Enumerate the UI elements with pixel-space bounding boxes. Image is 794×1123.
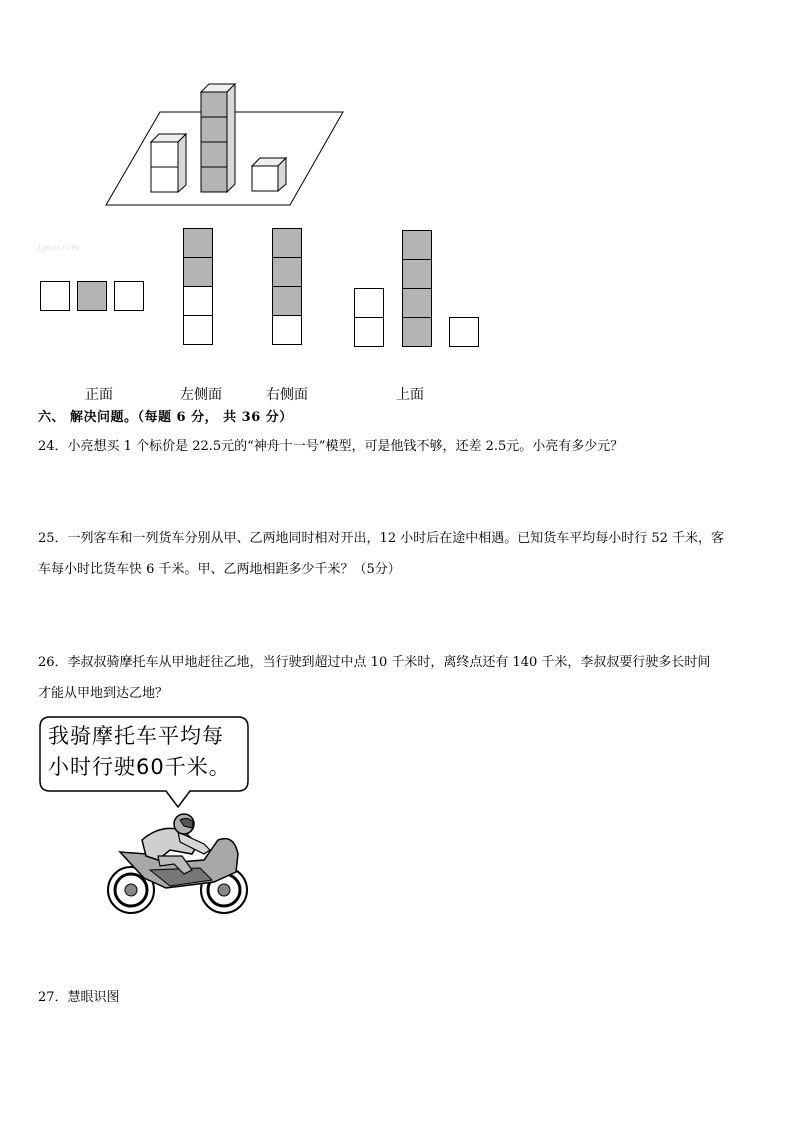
motorcycle-rider-illustration	[100, 810, 255, 920]
speech-bubble-line1: 我骑摩托车平均每	[48, 724, 224, 748]
speech-bubble-line2: 小时行驶60千米。	[48, 755, 231, 779]
section-six-title: 六、 解决问题。（每题 6 分， 共 36 分）	[38, 410, 293, 425]
label-right: 右侧面	[266, 387, 308, 403]
question-25-line1: 25．一列客车和一列货车分别从甲、乙两地同时相对开出，12 小时后在途中相遇。已知货车平均每小时行 52 千米，客	[38, 531, 725, 546]
question-26-line2: 才能从甲地到达乙地？	[38, 686, 169, 701]
cube-arrangement-figure	[100, 80, 350, 210]
question-24: 24．小亮想买 1 个标价是 22.5元的“神舟十一号”模型，可是他钱不够，还差 2.5元。小亮有多少元？	[38, 439, 624, 454]
label-front: 正面	[85, 387, 113, 403]
watermark-text: jyeoo.com	[38, 243, 79, 252]
cube-stack-tall	[201, 84, 235, 192]
label-left: 左侧面	[180, 387, 222, 403]
question-25-line2: 车每小时比货车快 6 千米。甲、乙两地相距多少千米？（5分）	[38, 562, 401, 577]
cube-stack-left	[151, 134, 186, 192]
label-top: 上面	[396, 387, 424, 403]
cube-single	[252, 158, 286, 191]
question-26-line1: 26．李叔叔骑摩托车从甲地赶往乙地，当行驶到超过中点 10 千米时，离终点还有 140 千米，李叔叔要行驶多长时间	[38, 655, 711, 670]
question-27: 27．慧眼识图	[38, 990, 120, 1005]
